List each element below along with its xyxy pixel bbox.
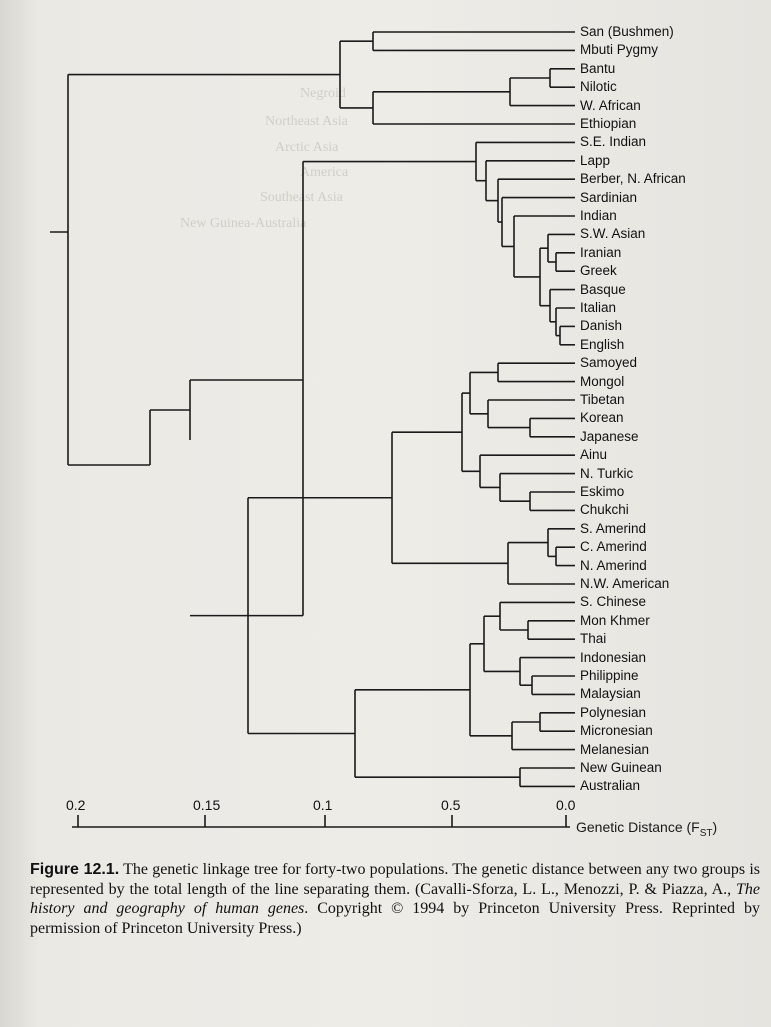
population-label: Australian [580,778,641,794]
population-label: C. Amerind [580,539,647,555]
population-label: S. Chinese [580,594,647,610]
show-through-line: America [300,165,349,180]
population-label: Tibetan [580,392,625,407]
population-label: Mongol [580,373,625,389]
axis-tick-label: 0.2 [66,797,86,813]
population-label: S.W. Asian [580,226,646,242]
population-label: Eskimo [580,484,625,499]
axis-title-main: Genetic Distance (F [576,819,700,835]
population-label: Italian [580,300,617,315]
axis-tick-label: 0.1 [313,797,333,813]
show-through-line: Northeast Asia [265,114,348,129]
population-label: Polynesian [580,704,647,720]
population-label: Indian [580,208,617,223]
population-label: New Guinean [580,760,662,775]
population-label: Basque [580,281,626,297]
axis-title-subscript: ST [699,827,713,839]
population-label: English [580,336,625,352]
population-label: Malaysian [580,686,641,702]
show-through-line: Southeast Asia [260,190,343,205]
population-label: N. Amerind [580,557,647,573]
population-label: Indonesian [580,649,647,665]
population-label: Japanese [580,428,639,444]
population-label: S.E. Indian [580,134,647,150]
population-label: Nilotic [580,79,617,95]
population-label: Korean [580,410,624,426]
population-label: Thai [580,631,607,647]
population-label: Danish [580,318,623,334]
population-label: Greek [580,263,617,279]
caption-text: The genetic linkage tree for forty-two populations. The genetic distance between any two groups is represented by the total length of the line separating them. (Cavalli-Sforza, L. L., Menozzi, P. & Piazza, A., [30,861,761,898]
population-label: W. African [580,97,641,113]
axis-title [576,819,717,839]
population-label: San (Bushmen) [580,24,674,39]
population-label: Bantu [580,60,616,76]
axis-tick-label: 0.5 [441,797,461,813]
axis-tick-label: 0.0 [556,797,576,813]
population-label: Ainu [580,447,608,463]
population-label: Micronesian [580,723,653,739]
population-label: Berber, N. African [580,171,686,187]
population-label: Chukchi [580,502,629,518]
figure-label: Figure 12.1. [30,861,120,878]
population-label: Iranian [580,244,622,260]
population-label: Samoyed [580,355,638,371]
population-label: S. Amerind [580,520,647,536]
axis-tick-label: 0.15 [193,797,221,813]
population-label: Sardinian [580,189,638,205]
figure-caption [30,860,760,938]
population-label: N. Turkic [580,465,634,481]
population-label: Mbuti Pygmy [580,42,659,58]
show-through-line: New Guinea-Australia [180,216,307,231]
show-through-line: Arctic Asia [275,140,339,155]
book-title: The history and geography of human genes [30,880,760,917]
population-label: Mon Khmer [580,612,650,628]
axis-title-end: ) [712,819,718,835]
population-label: N.W. American [580,576,670,591]
caption-text-end: . Copyright © 1994 by Princeton University Press. Reprinted by permission of Princeton University Press.) [30,900,760,937]
population-label: Ethiopian [580,116,637,131]
population-label: Lapp [580,152,611,168]
population-label: Melanesian [580,741,650,757]
show-through-line: Negroid [300,86,346,101]
population-label: Philippine [580,668,639,683]
